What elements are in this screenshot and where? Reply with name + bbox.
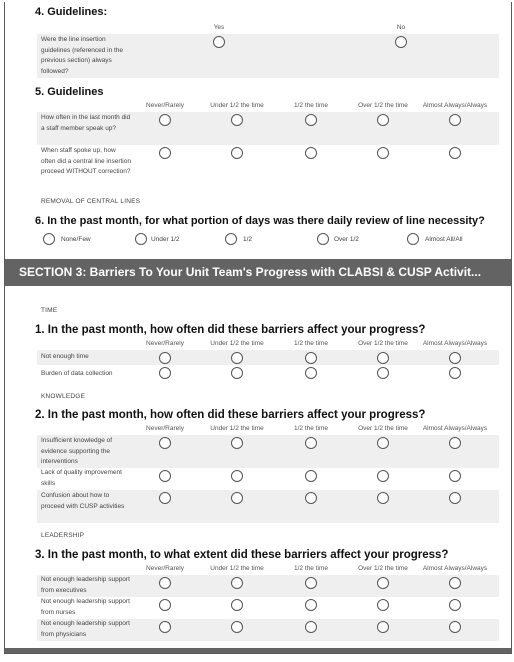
q5-row-2-label: When staff spoke up, how often did a central line insertion proceed WITHOUT correction? xyxy=(41,147,131,175)
b2-row-2-radio-5[interactable] xyxy=(449,470,461,482)
q6-options xyxy=(5,231,511,249)
b2-title: 2. In the past month, how often did these barriers affect your progress? xyxy=(35,409,426,421)
b3-column-headers xyxy=(5,565,511,575)
q5-row-2 xyxy=(37,145,499,189)
b2-row-2-label: Lack of quality improvement skills xyxy=(41,469,122,487)
q6-block xyxy=(5,215,511,249)
b1-col-2: Under 1/2 the time xyxy=(210,340,264,347)
b1-row-1-label: Not enough time xyxy=(41,353,89,360)
b3-row-3 xyxy=(37,619,499,641)
b3-row-2-radio-5[interactable] xyxy=(449,599,461,611)
b3-block xyxy=(5,549,511,641)
q6-label-half: 1/2 xyxy=(243,236,253,243)
b2-column-headers xyxy=(5,425,511,435)
b2-row-2 xyxy=(37,468,499,490)
b2-row-1-radio-3[interactable] xyxy=(305,437,317,449)
b1-row-1-radio-2[interactable] xyxy=(231,352,243,364)
b3-col-1: Never/Rarely xyxy=(146,565,184,572)
q5-column-headers xyxy=(5,102,511,112)
q6-radio-none-few[interactable] xyxy=(43,233,55,245)
leadership-category-label: LEADERSHIP xyxy=(41,532,85,539)
q6-label-almost-all: Almost All/All xyxy=(425,236,463,243)
b1-row-2-radio-4[interactable] xyxy=(377,367,389,379)
knowledge-category-label: KNOWLEDGE xyxy=(41,393,86,400)
b3-row-3-label: Not enough leadership support from physicians xyxy=(41,620,130,638)
survey-page xyxy=(4,2,512,654)
q5-row-1-radio-1[interactable] xyxy=(159,114,171,126)
b2-row-2-radio-1[interactable] xyxy=(159,470,171,482)
b3-row-3-radio-4[interactable] xyxy=(377,621,389,633)
q5-row-2-radio-1[interactable] xyxy=(159,147,171,159)
b3-row-1-label: Not enough leadership support from executives xyxy=(41,576,130,594)
b1-row-2-radio-5[interactable] xyxy=(449,367,461,379)
q5-row-1 xyxy=(37,112,499,145)
q4-radio-yes[interactable] xyxy=(213,36,225,48)
section-3-header xyxy=(5,259,511,286)
q5-row-1-radio-3[interactable] xyxy=(305,114,317,126)
b1-row-2-radio-1[interactable] xyxy=(159,367,171,379)
b2-row-1-label: Insufficient knowledge of evidence supporting the interventions xyxy=(41,437,113,465)
q6-radio-almost-all[interactable] xyxy=(407,233,419,245)
b2-row-3-radio-4[interactable] xyxy=(377,492,389,504)
b1-block xyxy=(5,324,511,382)
b2-row-1-radio-5[interactable] xyxy=(449,437,461,449)
b3-row-1-radio-3[interactable] xyxy=(305,577,317,589)
q4-block xyxy=(5,6,511,78)
b1-title: 1. In the past month, how often did these barriers affect your progress? xyxy=(35,324,426,336)
b3-col-3: 1/2 the time xyxy=(294,565,328,572)
b1-row-1-radio-4[interactable] xyxy=(377,352,389,364)
q6-radio-half[interactable] xyxy=(225,233,237,245)
b1-row-1-radio-5[interactable] xyxy=(449,352,461,364)
q6-radio-under-half[interactable] xyxy=(135,233,147,245)
b2-row-3 xyxy=(37,490,499,523)
b1-row-2-radio-3[interactable] xyxy=(305,367,317,379)
bottom-divider-bar xyxy=(5,648,511,653)
q4-col-no: No xyxy=(396,24,406,31)
q6-title: 6. In the past month, for what portion of days was there daily review of line necessity? xyxy=(35,215,485,227)
b1-col-4: Over 1/2 the time xyxy=(358,340,408,347)
b2-row-3-radio-1[interactable] xyxy=(159,492,171,504)
b2-col-5: Almost Always/Always xyxy=(422,425,488,432)
b3-row-2-radio-4[interactable] xyxy=(377,599,389,611)
b3-col-4: Over 1/2 the time xyxy=(358,565,408,572)
b3-row-2-radio-2[interactable] xyxy=(231,599,243,611)
b3-row-2-radio-3[interactable] xyxy=(305,599,317,611)
q6-label-none-few: None/Few xyxy=(61,236,91,243)
b1-col-1: Never/Rarely xyxy=(146,340,184,347)
b3-col-5: Almost Always/Always xyxy=(422,565,488,572)
b3-col-2: Under 1/2 the time xyxy=(210,565,264,572)
b3-row-2-radio-1[interactable] xyxy=(159,599,171,611)
q5-row-1-radio-5[interactable] xyxy=(449,114,461,126)
q4-title: 4. Guidelines: xyxy=(35,6,108,18)
b3-row-1-radio-5[interactable] xyxy=(449,577,461,589)
b2-col-1: Never/Rarely xyxy=(146,425,184,432)
q5-row-1-label: How often in the last month did a staff member speak up? xyxy=(41,114,131,132)
b2-row-1-radio-4[interactable] xyxy=(377,437,389,449)
q4-radio-no[interactable] xyxy=(395,36,407,48)
b2-row-3-radio-3[interactable] xyxy=(305,492,317,504)
time-category-label: TIME xyxy=(41,307,58,314)
b3-row-3-radio-2[interactable] xyxy=(231,621,243,633)
q5-col-3: 1/2 the time xyxy=(294,102,328,109)
b3-row-1-radio-4[interactable] xyxy=(377,577,389,589)
q5-row-2-radio-3[interactable] xyxy=(305,147,317,159)
q4-column-headers xyxy=(5,24,511,34)
b3-row-3-radio-3[interactable] xyxy=(305,621,317,633)
q5-col-5: Almost Always/Always xyxy=(422,102,488,109)
q5-row-2-radio-4[interactable] xyxy=(377,147,389,159)
b3-title: 3. In the past month, to what extent did these barriers affect your progress? xyxy=(35,549,449,561)
b2-row-2-radio-3[interactable] xyxy=(305,470,317,482)
b2-row-3-radio-5[interactable] xyxy=(449,492,461,504)
b2-col-2: Under 1/2 the time xyxy=(210,425,264,432)
b2-col-4: Over 1/2 the time xyxy=(358,425,408,432)
q5-row-2-radio-5[interactable] xyxy=(449,147,461,159)
q5-col-4: Over 1/2 the time xyxy=(358,102,408,109)
b2-row-2-radio-2[interactable] xyxy=(231,470,243,482)
q6-label-over-half: Over 1/2 xyxy=(334,236,359,243)
q6-label-under-half: Under 1/2 xyxy=(151,236,180,243)
b1-column-headers xyxy=(5,340,511,350)
removal-category-label: REMOVAL OF CENTRAL LINES xyxy=(41,198,141,205)
b2-col-3: 1/2 the time xyxy=(294,425,328,432)
b3-row-3-radio-5[interactable] xyxy=(449,621,461,633)
q5-title: 5. Guidelines xyxy=(35,86,104,98)
q4-row xyxy=(37,34,499,78)
b3-row-1-radio-2[interactable] xyxy=(231,577,243,589)
b1-row-1 xyxy=(37,350,499,365)
q5-col-2: Under 1/2 the time xyxy=(210,102,264,109)
b2-row-3-label: Confusion about how to proceed with CUSP activities xyxy=(41,492,125,510)
b2-row-2-radio-4[interactable] xyxy=(377,470,389,482)
q5-col-1: Never/Rarely xyxy=(146,102,184,109)
b1-row-1-radio-3[interactable] xyxy=(305,352,317,364)
b3-row-1 xyxy=(37,575,499,597)
b1-col-3: 1/2 the time xyxy=(294,340,328,347)
q5-block xyxy=(5,86,511,189)
q5-row-2-radio-2[interactable] xyxy=(231,147,243,159)
q5-row-1-radio-2[interactable] xyxy=(231,114,243,126)
b3-row-1-radio-1[interactable] xyxy=(159,577,171,589)
b3-row-3-radio-1[interactable] xyxy=(159,621,171,633)
b1-row-2-label: Burden of data collection xyxy=(41,370,113,377)
b2-row-1-radio-2[interactable] xyxy=(231,437,243,449)
b2-row-1 xyxy=(37,435,499,468)
b1-row-1-radio-1[interactable] xyxy=(159,352,171,364)
q5-row-1-radio-4[interactable] xyxy=(377,114,389,126)
b3-row-2-label: Not enough leadership support from nurses xyxy=(41,598,130,616)
q6-radio-over-half[interactable] xyxy=(317,233,329,245)
b1-row-2 xyxy=(37,365,499,382)
b2-row-3-radio-2[interactable] xyxy=(231,492,243,504)
b2-block xyxy=(5,409,511,523)
b2-row-1-radio-1[interactable] xyxy=(159,437,171,449)
b1-col-5: Almost Always/Always xyxy=(422,340,488,347)
q4-col-yes: Yes xyxy=(213,24,225,31)
q4-question-label: Were the line insertion guidelines (referenced in the previous section) always followed? xyxy=(41,36,124,75)
b1-row-2-radio-2[interactable] xyxy=(231,367,243,379)
section-3-title: SECTION 3: Barriers To Your Unit Team's Progress with CLABSI & CUSP Activit... xyxy=(19,265,482,279)
b3-row-2 xyxy=(37,597,499,619)
